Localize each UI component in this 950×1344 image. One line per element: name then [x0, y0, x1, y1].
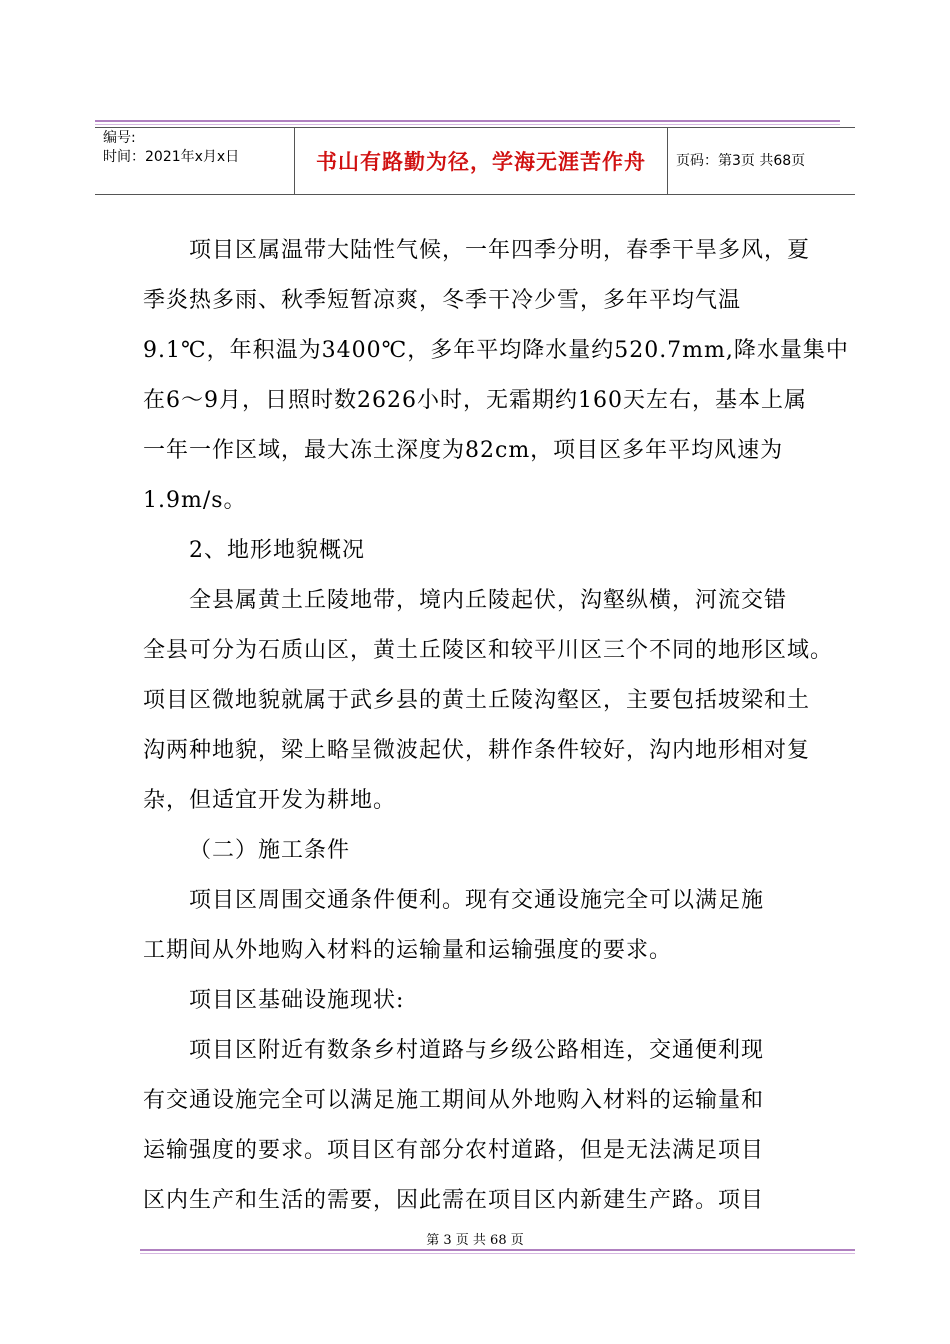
motto-text: 书山有路勤为径，学海无涯苦作舟 [316, 150, 646, 174]
header-motto-cell [295, 128, 668, 194]
header-rule [95, 120, 840, 122]
document-body [143, 226, 849, 1226]
body-line: 一年一作区域，最大冻土深度为82cm，项目区多年平均风速为 [143, 438, 784, 463]
page-header [95, 127, 855, 195]
number-label: 编号: [103, 130, 136, 146]
body-line: 全县可分为石质山区，黄土丘陵区和较平川区三个不同的地形区域。 [143, 638, 834, 663]
body-line: 区内生产和生活的需要，因此需在项目区内新建生产路。项目 [143, 1188, 765, 1213]
body-line: 工期间从外地购入材料的运输量和运输强度的要求。 [143, 938, 673, 963]
body-line: 1.9m/s。 [143, 488, 247, 513]
body-line: 全县属黄土丘陵地带，境内丘陵起伏，沟壑纵横，河流交错 [189, 588, 788, 613]
body-line: 沟两种地貌，梁上略呈微波起伏，耕作条件较好，沟内地形相对复 [143, 738, 811, 763]
page-footer-number: 第 3 页 共 68 页 [426, 1233, 524, 1248]
body-line: 9.1℃，年积温为3400℃，多年平均降水量约520.7mm,降水量集中 [143, 338, 849, 363]
section-heading: （二）施工条件 [189, 838, 351, 863]
body-line: 项目区周围交通条件便利。现有交通设施完全可以满足施 [189, 888, 765, 913]
body-line: 项目区属温带大陆性气候，一年四季分明，春季干旱多风，夏 [189, 238, 811, 263]
footer-rule [140, 1249, 855, 1251]
section-heading: 2、地形地貌概况 [189, 538, 365, 563]
header-page-cell [668, 128, 855, 194]
body-line: 季炎热多雨、秋季短暂凉爽，冬季干冷少雪，多年平均气温 [143, 288, 742, 313]
body-line: 项目区微地貌就属于武乡县的黄土丘陵沟壑区，主要包括坡梁和土 [143, 688, 811, 713]
header-rule-secondary [95, 124, 840, 125]
body-line: 有交通设施完全可以满足施工期间从外地购入材料的运输量和 [143, 1088, 765, 1113]
body-line: 项目区附近有数条乡村道路与乡级公路相连，交通便利现 [189, 1038, 765, 1063]
footer-rule-secondary [140, 1253, 855, 1254]
body-line: 杂，但适宜开发为耕地。 [143, 788, 397, 813]
body-line: 运输强度的要求。项目区有部分农村道路，但是无法满足项目 [143, 1138, 765, 1163]
time-label: 时间：2021年x月x日 [103, 149, 240, 165]
page-code: 页码：第3页 共68页 [676, 152, 806, 169]
header-meta-cell [95, 128, 295, 194]
body-line: 在6～9月，日照时数2626小时，无霜期约160天左右，基本上属 [143, 388, 807, 413]
body-line: 项目区基础设施现状: [189, 988, 405, 1013]
